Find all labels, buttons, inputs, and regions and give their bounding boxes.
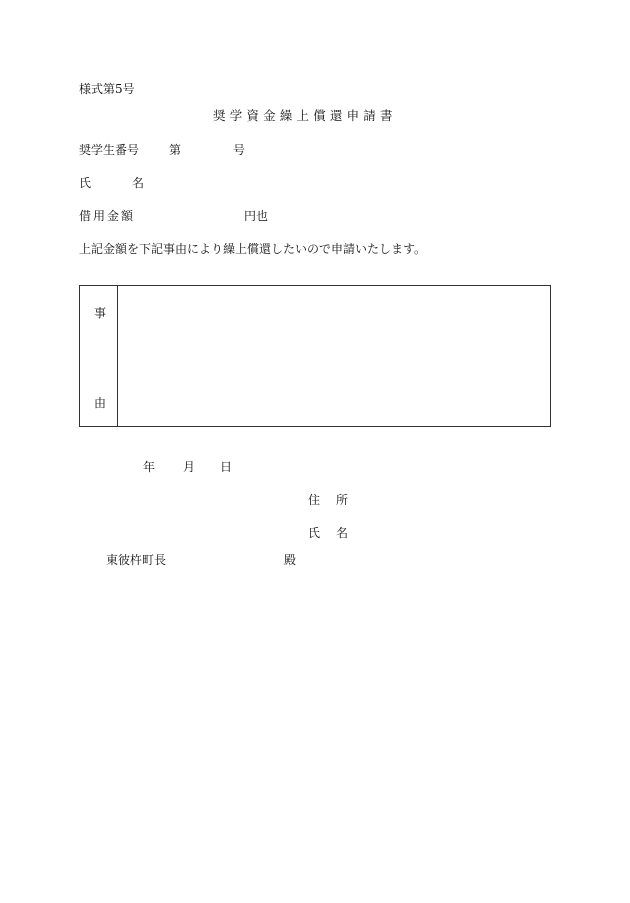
recipient-name: 東彼杵町長 bbox=[106, 553, 167, 567]
loan-amount-label: 借用金額 bbox=[79, 209, 136, 223]
reason-label-column bbox=[80, 286, 118, 426]
reason-box bbox=[79, 285, 551, 427]
reason-label-top: 事 bbox=[94, 306, 107, 320]
reason-entry-area bbox=[118, 286, 550, 426]
name-label-second: 名 bbox=[132, 176, 145, 190]
address-label-first: 住 bbox=[308, 493, 323, 507]
address-label-second: 所 bbox=[336, 493, 351, 507]
recipient-honorific: 殿 bbox=[284, 553, 297, 567]
reason-label-bottom: 由 bbox=[94, 396, 107, 410]
document-title: 奨学資金繰上償還申請書 bbox=[213, 108, 397, 123]
applicant-address-label bbox=[308, 493, 350, 507]
applicant-name-second: 名 bbox=[336, 526, 351, 540]
applicant-name-first: 氏 bbox=[308, 526, 323, 540]
student-number-label: 奨学生番号 bbox=[79, 143, 140, 157]
name-label-first: 氏 bbox=[79, 176, 92, 190]
loan-amount-unit: 円也 bbox=[244, 209, 269, 223]
form-number: 様式第5号 bbox=[79, 82, 135, 96]
date-month: 月 bbox=[183, 460, 196, 474]
applicant-name-label bbox=[308, 526, 350, 540]
date-day: 日 bbox=[220, 460, 233, 474]
application-statement: 上記金額を下記事由により繰上償還したいので申請いたします。 bbox=[79, 242, 427, 256]
student-number-suffix: 号 bbox=[233, 143, 246, 157]
date-year: 年 bbox=[143, 460, 156, 474]
student-number-prefix: 第 bbox=[169, 143, 182, 157]
